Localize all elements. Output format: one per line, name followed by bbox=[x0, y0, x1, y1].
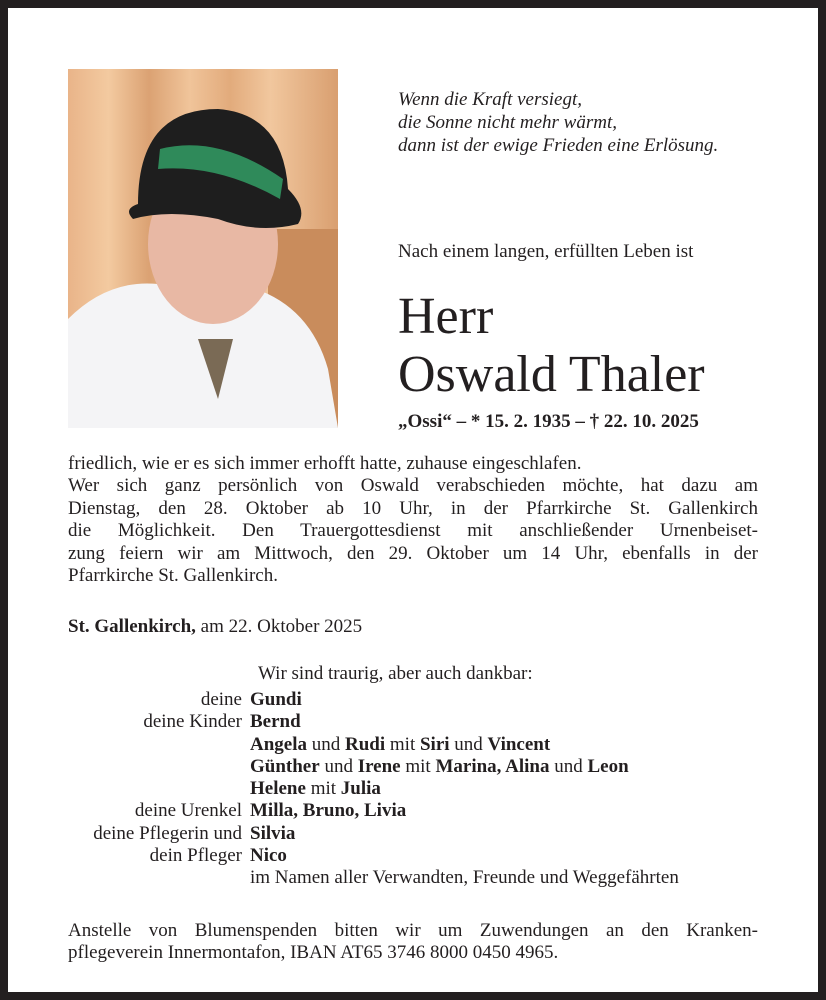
mourners-list bbox=[8, 689, 679, 890]
portrait-photo bbox=[68, 69, 338, 428]
life-dates: „Ossi“ – * 15. 2. 1935 – † 22. 10. 2025 bbox=[398, 411, 699, 432]
text-line: die Möglichkeit. Den Trauergottesdienst mit anschließender Urnenbeiset- bbox=[68, 520, 758, 542]
mourner-label: deine Urenkel bbox=[134, 800, 242, 822]
mourner-row bbox=[8, 756, 679, 778]
obituary-page bbox=[8, 8, 818, 992]
mourner-names bbox=[250, 800, 406, 822]
text-line: Dienstag, den 28. Oktober ab 10 Uhr, in der Pfarrkirche St. Gallenkirch bbox=[68, 497, 758, 519]
mourner-name: Leon bbox=[587, 755, 629, 777]
mourner-name: Rudi bbox=[345, 733, 386, 755]
mourner-name: Silvia bbox=[250, 822, 296, 844]
connector-text: mit bbox=[385, 733, 420, 755]
name-title: Herr bbox=[398, 288, 494, 345]
text-line: zung feiern wir am Mittwoch, den 29. Oktober um 14 Uhr, ebenfalls in der bbox=[68, 542, 758, 564]
connector-text: mit bbox=[305, 778, 341, 800]
mourner-row bbox=[8, 711, 679, 733]
place-date-text: am 22. Oktober 2025 bbox=[200, 616, 363, 637]
mourner-label: deine bbox=[200, 689, 242, 710]
connector-text: und bbox=[307, 733, 345, 755]
name-full: Oswald Thaler bbox=[398, 346, 705, 403]
announcement-text bbox=[68, 453, 758, 587]
mourner-names bbox=[250, 823, 295, 845]
text-line: pflegeverein Innermontafon, IBAN AT65 3746 8000 0450 4965. bbox=[68, 942, 559, 964]
mourner-row bbox=[8, 800, 679, 822]
mourner-label bbox=[8, 756, 250, 778]
mourner-name: Julia bbox=[340, 778, 381, 800]
mourner-name: Marina, Alina bbox=[435, 755, 550, 777]
mourner-row bbox=[8, 823, 679, 845]
connector-text: und bbox=[449, 733, 488, 755]
mourner-label: deine Pflegerin und bbox=[93, 822, 242, 844]
quote bbox=[398, 88, 718, 157]
connector-text: im Namen aller Verwandten, Freunde und Weggefährten bbox=[250, 867, 679, 889]
mourner-name: Bernd bbox=[250, 711, 301, 733]
mourner-names bbox=[250, 845, 287, 867]
mourner-name: Milla, Bruno, Livia bbox=[250, 800, 407, 822]
mourner-name: Helene bbox=[250, 778, 306, 800]
mourner-name: Gundi bbox=[250, 689, 302, 710]
quote-line: Wenn die Kraft versiegt, bbox=[398, 89, 582, 110]
signature-heading: Wir sind traurig, aber auch dankbar: bbox=[258, 663, 533, 684]
text-line: Anstelle von Blumenspenden bitten wir um Zuwendungen an den Kranken- bbox=[68, 920, 758, 941]
donation-note bbox=[68, 920, 758, 965]
quote-line: die Sonne nicht mehr wärmt, bbox=[398, 112, 618, 133]
connector-text: und bbox=[319, 755, 358, 777]
mourner-row bbox=[8, 778, 679, 800]
mourner-label bbox=[8, 778, 250, 800]
mourner-names bbox=[250, 689, 302, 711]
mourner-name: Irene bbox=[357, 755, 401, 777]
mourner-name: Siri bbox=[419, 733, 450, 755]
mourner-label bbox=[8, 867, 250, 889]
mourner-name: Günther bbox=[250, 755, 320, 777]
mourner-label: dein Pfleger bbox=[149, 845, 242, 867]
connector-text: mit bbox=[400, 755, 436, 777]
mourner-name: Nico bbox=[250, 845, 287, 867]
connector-text: und bbox=[549, 755, 588, 777]
mourner-row bbox=[8, 734, 679, 756]
mourner-names bbox=[250, 778, 381, 800]
place-date bbox=[68, 616, 362, 638]
mourner-names bbox=[250, 711, 301, 733]
mourner-names bbox=[250, 867, 679, 889]
intro-text: Nach einem langen, erfüllten Leben ist bbox=[398, 241, 694, 262]
portrait-illustration bbox=[68, 69, 338, 428]
place-town: St. Gallenkirch, bbox=[68, 616, 196, 637]
text-line: Wer sich ganz persönlich von Oswald verabschieden möchte, hat dazu am bbox=[68, 475, 758, 497]
mourner-label: deine Kinder bbox=[143, 711, 242, 733]
mourner-row bbox=[8, 867, 679, 889]
text-line: friedlich, wie er es sich immer erhofft hatte, zuhause eingeschlafen. bbox=[68, 453, 582, 474]
quote-line: dann ist der ewige Frieden eine Erlösung. bbox=[398, 135, 719, 156]
mourner-name: Angela bbox=[250, 733, 307, 755]
mourner-label bbox=[8, 734, 250, 756]
text-line: Pfarrkirche St. Gallenkirch. bbox=[68, 565, 278, 587]
mourner-names bbox=[250, 734, 550, 756]
deceased-name bbox=[398, 288, 705, 404]
mourner-row bbox=[8, 845, 679, 867]
mourner-row bbox=[8, 689, 679, 711]
mourner-name: Vincent bbox=[487, 733, 551, 755]
mourner-names bbox=[250, 756, 629, 778]
